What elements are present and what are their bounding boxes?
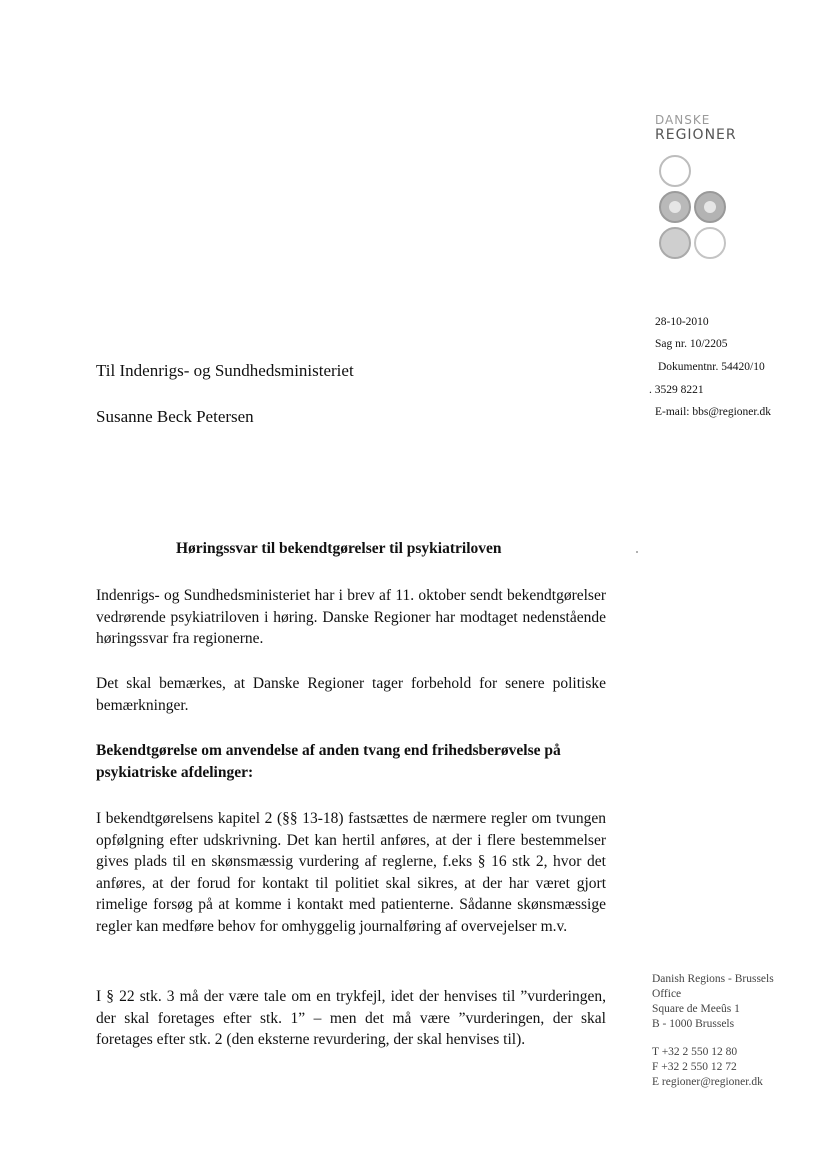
- footer-email: E regioner@regioner.dk: [652, 1076, 763, 1088]
- footer-city: B - 1000 Brussels: [652, 1018, 735, 1030]
- paragraph-reservation: Det skal bemærkes, at Danske Regioner tager forbehold for senere politiske bemærkninger.: [96, 675, 606, 714]
- scan-speck: [636, 551, 638, 553]
- case-number: Sag nr. 10/2205: [655, 338, 728, 350]
- paragraph-chapter2: I bekendtgørelsens kapitel 2 (§§ 13-18) fastsættes de nærmere regler om tvungen opfølgning efter udskrivning. Det kan hertil anføres, at der i flere bestemmelser gives plads til en skønsmæssig vurdering af reglerne, f.eks § 16 stk 2, hvor det anføres, at der forud for kontakt til politiet skal sikres, at der har været gjort rimelige forsøg på at komme i kontakt med patienterne. Sådanne skønsmæssige regler kan medføre behov for omhyggelig journalføring af overvejelser m.v.: [96, 810, 606, 935]
- footer-fax: F +32 2 550 12 72: [652, 1061, 737, 1073]
- paragraph-intro: Indenrigs- og Sundhedsministeriet har i brev af 11. oktober sendt bekendtgørelser vedrørende psykiatriloven i høring. Danske Regioner har modtaget nedenstående høringssvar fra regionerne.: [96, 587, 606, 647]
- footer-street: Square de Meeûs 1: [652, 1003, 740, 1015]
- footer-office-line2: Office: [652, 988, 682, 1000]
- date: 28-10-2010: [655, 316, 709, 328]
- logo-line-regioner: REGIONER: [655, 127, 737, 143]
- logo-line-danske: DANSKE: [655, 113, 711, 127]
- document-title: Høringssvar til bekendtgørelser til psykiatriloven: [176, 540, 502, 557]
- document-number: Dokumentnr. 54420/10: [658, 361, 765, 373]
- footer-office-line1: Danish Regions - Brussels: [652, 973, 774, 985]
- phone: . 3529 8221: [649, 384, 704, 396]
- email: E-mail: bbs@regioner.dk: [655, 406, 771, 418]
- recipient-person: Susanne Beck Petersen: [96, 407, 254, 426]
- section-heading: Bekendtgørelse om anvendelse af anden tvang end frihedsberøvelse på psykiatriske afdelinger:: [96, 742, 561, 781]
- danske-regioner-logo-icon: [655, 150, 735, 262]
- recipient-ministry: Til Indenrigs- og Sundhedsministeriet: [96, 361, 354, 380]
- footer-tel: T +32 2 550 12 80: [652, 1046, 738, 1058]
- paragraph-section22: I § 22 stk. 3 må der være tale om en trykfejl, idet der henvises til ”vurderingen, der skal foretages efter stk. 1” – men det må være ”vurderingen, der skal foretages efter stk. 2 (den eksterne revurdering, der skal henvises til).: [96, 988, 606, 1048]
